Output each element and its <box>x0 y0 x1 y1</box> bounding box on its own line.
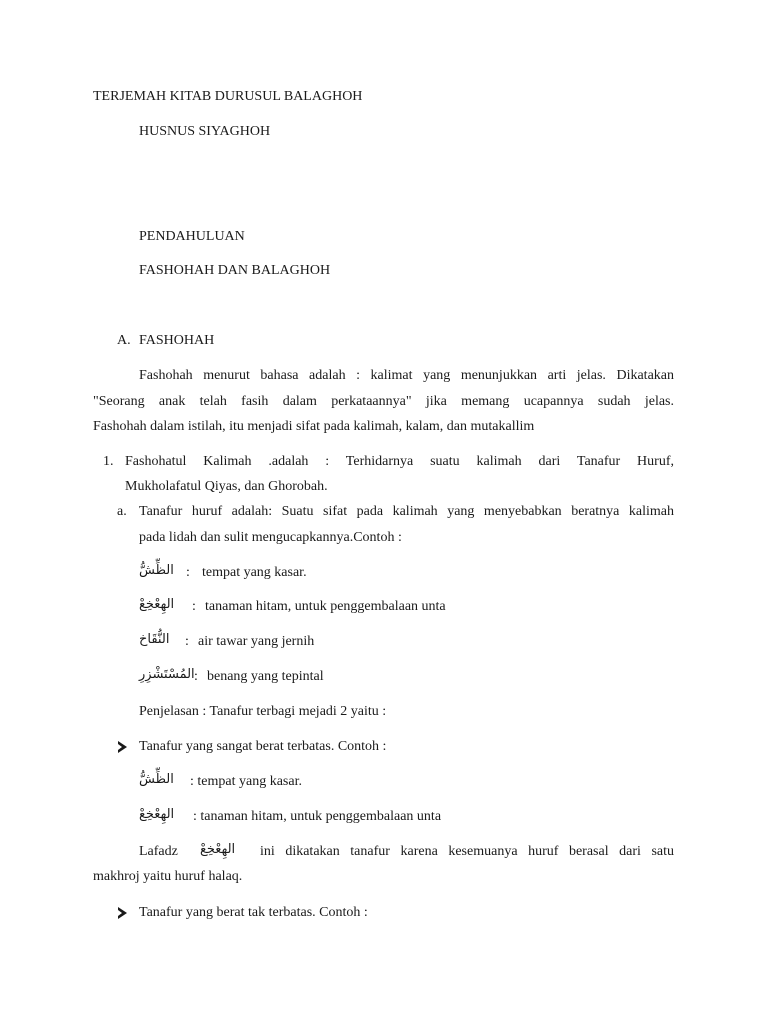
example2-2-meaning: : tanaman hitam, untuk penggembalaan unta <box>193 809 442 824</box>
example2-1-arabic: الظِّشُّ <box>139 772 174 787</box>
section-a-marker: A. <box>117 333 131 348</box>
example-1-arabic: الظِّشُّ <box>139 563 174 578</box>
item-1-line-2: Mukholafatul Qiyas, dan Ghorobah. <box>125 479 328 494</box>
example-2-meaning: tanaman hitam, untuk penggembalaan unta <box>205 599 446 614</box>
example2-1-meaning: : tempat yang kasar. <box>190 774 302 789</box>
example-3-separator: : <box>185 634 189 649</box>
item-1-marker: 1. <box>103 454 114 469</box>
document-title: TERJEMAH KITAB DURUSUL BALAGHOH <box>93 89 363 104</box>
example-3-meaning: air tawar yang jernih <box>198 634 315 649</box>
example2-2-arabic: الهِعْخِعْ <box>139 807 175 822</box>
item-a-line-1: Tanafur huruf adalah: Suatu sifat pada kalimah yang menyebabkan beratnya kalimah <box>139 504 674 519</box>
item-a-line-2: pada lidah dan sulit mengucapkannya.Contoh : <box>139 530 402 545</box>
bullet-2-text: Tanafur yang berat tak terbatas. Contoh : <box>139 905 368 920</box>
intro-heading: PENDAHULUAN <box>139 229 245 244</box>
example-1-meaning: tempat yang kasar. <box>202 565 307 580</box>
lafadz-rest: ini dikatakan tanafur karena kesemuanya huruf berasal dari satu <box>260 844 674 859</box>
example-4-arabic: المُسْتَشْزِرِ <box>139 667 195 682</box>
section-a-paragraph-line-3: Fashohah dalam istilah, itu menjadi sifat pada kalimah, kalam, dan mutakallim <box>93 419 535 434</box>
document-subtitle: HUSNUS SIYAGHOH <box>139 124 271 139</box>
bullet-arrow-icon <box>118 907 127 919</box>
intro-subheading: FASHOHAH DAN BALAGHOH <box>139 263 331 278</box>
example-2-separator: : <box>192 599 196 614</box>
example-2-arabic: الهِعْخِعْ <box>139 597 175 612</box>
section-a-paragraph-line-2: "Seorang anak telah fasih dalam perkataannya" jika memang ucapannya sudah jelas. <box>93 394 674 409</box>
example-3-arabic: النُّقَاخ <box>139 632 170 647</box>
example-1-separator: : <box>186 565 190 580</box>
section-a-heading: FASHOHAH <box>139 333 215 348</box>
item-a-marker: a. <box>117 504 127 519</box>
example-4-separator: : <box>194 669 198 684</box>
penjelasan-text: Penjelasan : Tanafur terbagi mejadi 2 yaitu : <box>139 704 387 719</box>
lafadz-word: Lafadz <box>139 844 178 859</box>
lafadz-line-2: makhroj yaitu huruf halaq. <box>93 869 243 884</box>
section-a-paragraph-line-1: Fashohah menurut bahasa adalah : kalimat yang menunjukkan arti jelas. Dikatakan <box>139 368 674 383</box>
lafadz-arabic: الهِعْخِعْ <box>200 842 236 857</box>
example-4-meaning: benang yang tepintal <box>207 669 324 684</box>
bullet-1-text: Tanafur yang sangat berat terbatas. Contoh : <box>139 739 387 754</box>
item-1-line-1: Fashohatul Kalimah .adalah : Terhidarnya suatu kalimah dari Tanafur Huruf, <box>125 454 674 469</box>
bullet-arrow-icon <box>118 741 127 753</box>
